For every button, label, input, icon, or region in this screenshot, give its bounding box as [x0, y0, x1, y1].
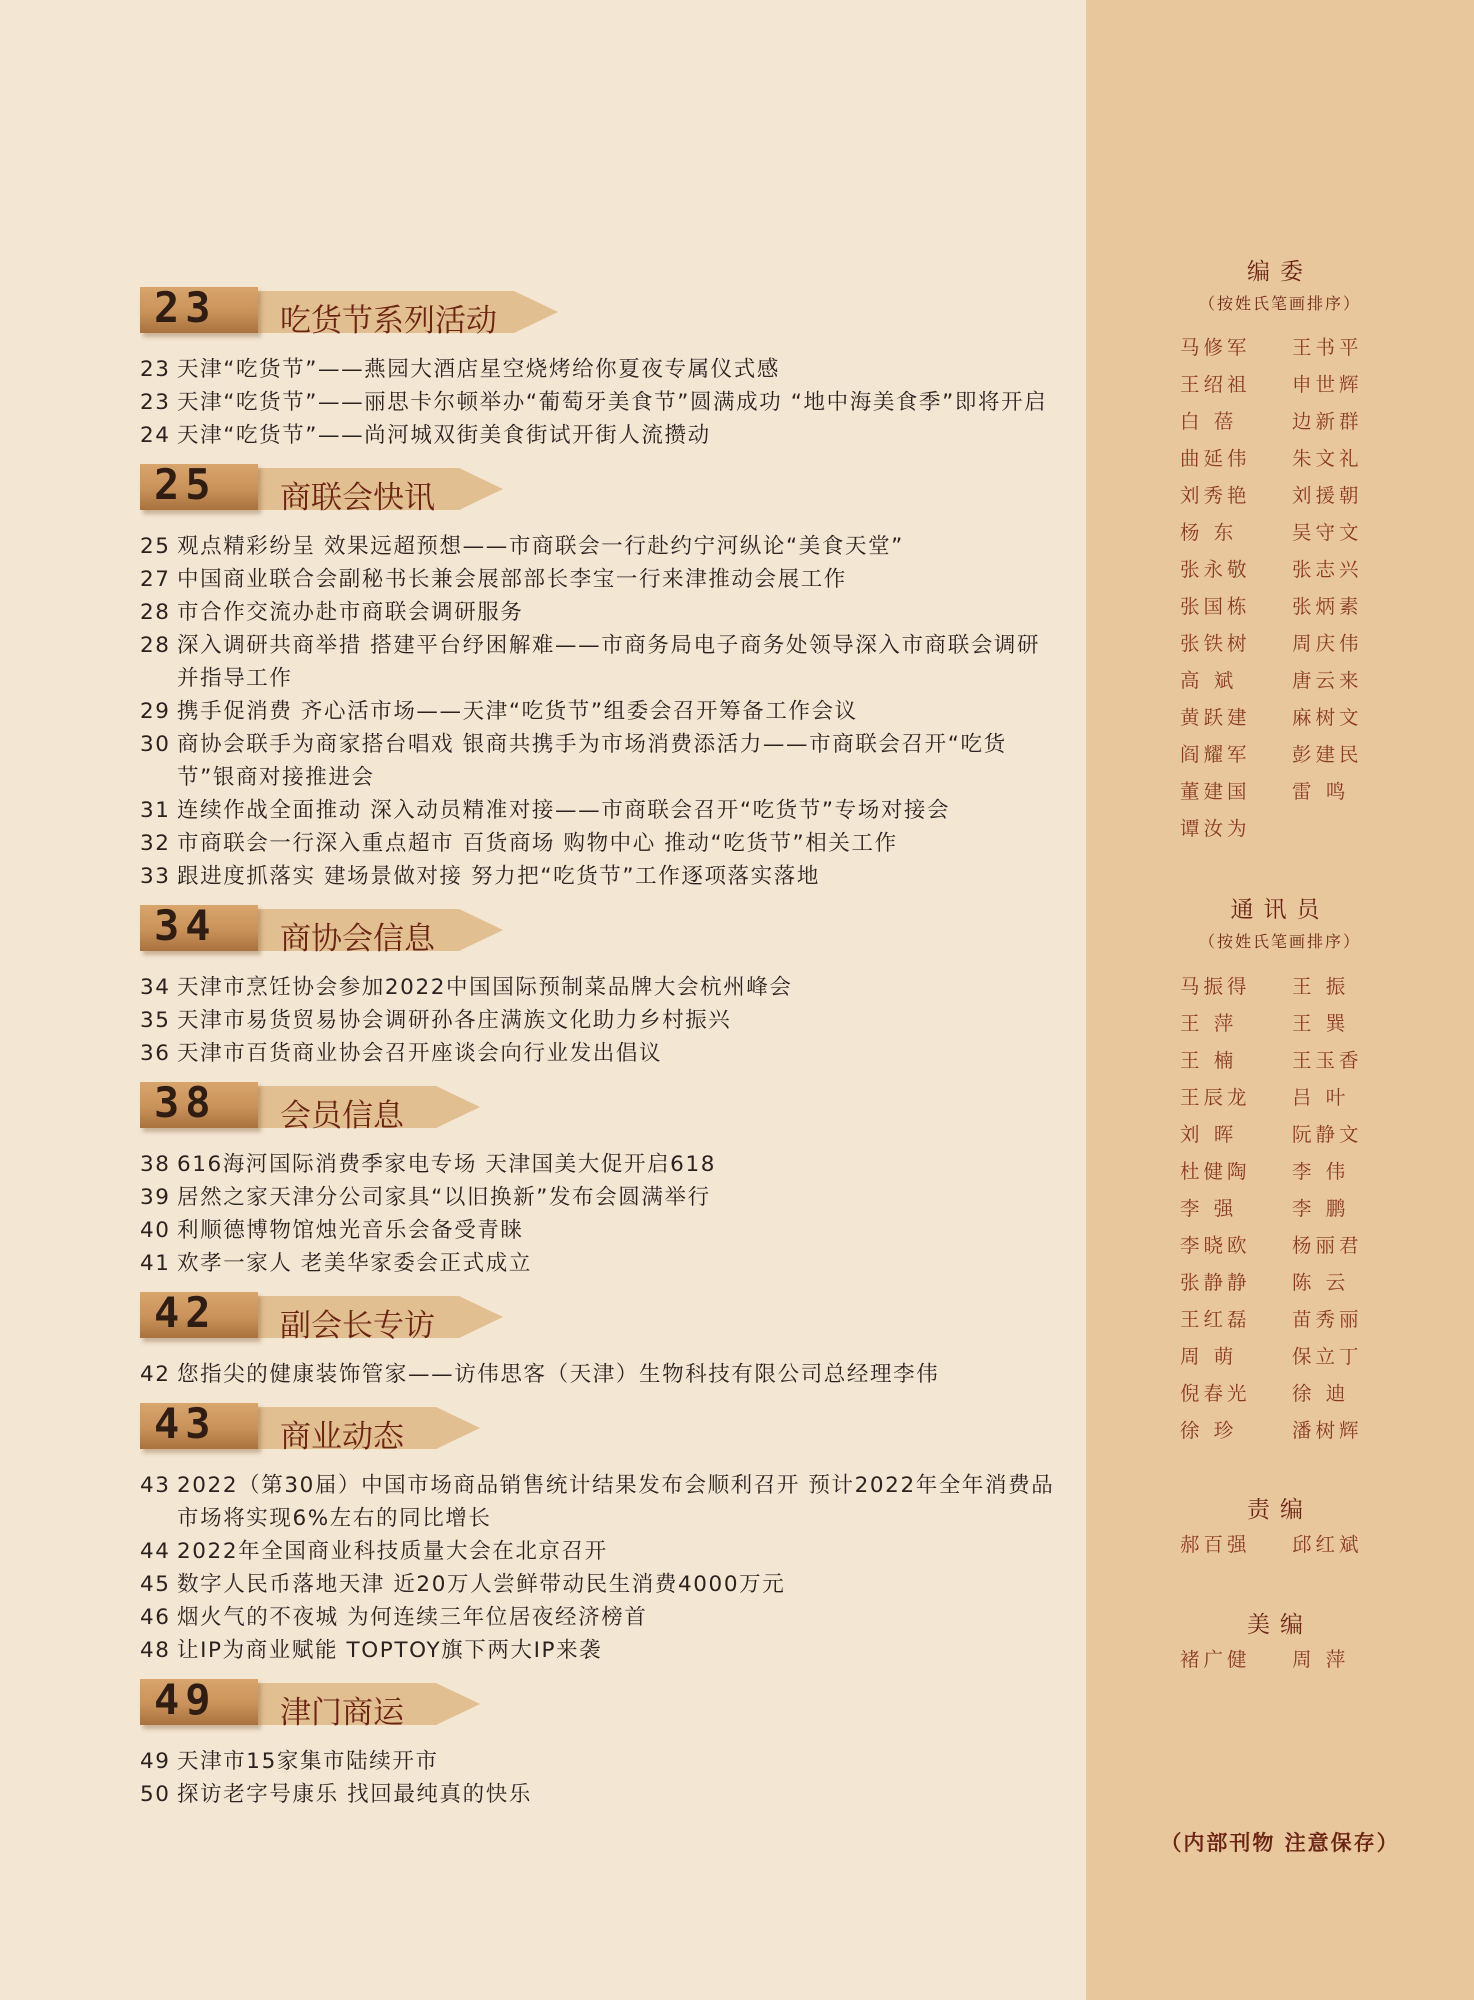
entry-page-number: 23 — [140, 357, 171, 382]
section-number-box — [140, 1288, 258, 1338]
section-entries — [140, 1358, 1060, 1391]
staff-name: 杜健陶 — [1180, 1160, 1251, 1183]
toc-entry[interactable] — [140, 386, 1060, 419]
staff-name: 朱文礼 — [1292, 447, 1363, 470]
entry-page-number: 40 — [140, 1218, 171, 1243]
section-entries — [140, 1745, 1060, 1811]
staff-name: 马振得 — [1180, 975, 1251, 998]
staff-name: 张永敬 — [1180, 558, 1251, 581]
staff-name: 郝百强 — [1180, 1533, 1251, 1556]
toc-entry[interactable] — [140, 1358, 1060, 1391]
toc-entry[interactable] — [140, 1535, 1060, 1568]
staff-name: 褚广健 — [1180, 1648, 1251, 1671]
staff-name: 杨丽君 — [1292, 1234, 1363, 1257]
staff-name: 刘 晖 — [1180, 1123, 1238, 1146]
section-banner — [140, 285, 1060, 339]
toc-entry[interactable] — [140, 1634, 1060, 1667]
toc-section — [140, 285, 1060, 452]
staff-name: 王辰龙 — [1180, 1086, 1251, 1109]
staff-name: 王红磊 — [1180, 1308, 1251, 1331]
entry-page-number: 41 — [140, 1251, 171, 1276]
editor-heading: 责编 — [1247, 1497, 1313, 1523]
toc-entry[interactable] — [140, 860, 1060, 893]
staff-name: 黄跃建 — [1180, 706, 1251, 729]
entry-page-number: 35 — [140, 1008, 171, 1033]
toc-entry[interactable] — [140, 1037, 1060, 1070]
staff-name: 周 萌 — [1180, 1345, 1238, 1368]
toc-entry[interactable] — [140, 596, 1060, 629]
toc-entry[interactable] — [140, 794, 1060, 827]
section-entries — [140, 530, 1060, 893]
toc-section — [140, 1677, 1060, 1811]
toc-section — [140, 1080, 1060, 1280]
staff-name: 阮静文 — [1292, 1123, 1363, 1146]
entry-page-number: 45 — [140, 1572, 171, 1597]
toc-entry[interactable] — [140, 1247, 1060, 1280]
staff-name: 陈 云 — [1292, 1271, 1350, 1294]
toc-entry[interactable] — [140, 1601, 1060, 1634]
entry-title: 深入调研共商举措 搭建平台纾困解难——市商务局电子商务处领导深入市商联会调研并指导工作 — [177, 633, 1041, 691]
toc-entry[interactable] — [140, 353, 1060, 386]
staff-name: 边新群 — [1292, 410, 1363, 433]
entry-title: 天津“吃货节”——丽思卡尔顿举办“葡萄牙美食节”圆满成功 “地中海美食季”即将开启 — [177, 390, 1048, 415]
entry-page-number: 33 — [140, 864, 171, 889]
staff-name: 王 振 — [1292, 975, 1350, 998]
toc-entry[interactable] — [140, 419, 1060, 452]
correspondents-names — [1180, 968, 1460, 1449]
entry-title: 天津“吃货节”——尚河城双街美食街试开街人流攒动 — [177, 423, 711, 448]
section-number-box — [140, 1399, 258, 1449]
staff-name: 苗秀丽 — [1292, 1308, 1363, 1331]
section-entries — [140, 1469, 1060, 1667]
staff-name: 王 巽 — [1292, 1012, 1350, 1035]
entry-page-number: 50 — [140, 1782, 171, 1807]
staff-name: 马修军 — [1180, 336, 1251, 359]
section-number: 23 — [154, 283, 217, 332]
toc-entry[interactable] — [140, 1181, 1060, 1214]
section-banner — [140, 1677, 1060, 1731]
section-number-box — [140, 1078, 258, 1128]
entry-title: 天津市易货贸易协会调研孙各庄满族文化助力乡村振兴 — [177, 1008, 732, 1033]
section-title: 会员信息 — [280, 1098, 404, 1134]
entry-title: 您指尖的健康装饰管家——访伟思客（天津）生物科技有限公司总经理李伟 — [177, 1362, 940, 1387]
entry-page-number: 24 — [140, 423, 171, 448]
toc-section — [140, 462, 1060, 893]
section-banner — [140, 462, 1060, 516]
entry-title: 欢孝一家人 老美华家委会正式成立 — [177, 1251, 532, 1276]
designer-names — [1180, 1641, 1460, 1678]
staff-name: 倪春光 — [1180, 1382, 1251, 1405]
staff-name: 张志兴 — [1292, 558, 1363, 581]
staff-name: 周庆伟 — [1292, 632, 1363, 655]
entry-title: 让IP为商业赋能 TOPTOY旗下两大IP来袭 — [177, 1638, 603, 1663]
staff-name: 周 萍 — [1292, 1648, 1350, 1671]
editor-names — [1180, 1526, 1460, 1563]
toc-section — [140, 1401, 1060, 1667]
staff-name: 申世辉 — [1292, 373, 1363, 396]
entry-page-number: 36 — [140, 1041, 171, 1066]
section-banner — [140, 1290, 1060, 1344]
staff-name: 刘援朝 — [1292, 484, 1363, 507]
toc-entry[interactable] — [140, 1568, 1060, 1601]
entry-title: 市商联会一行深入重点超市 百货商场 购物中心 推动“吃货节”相关工作 — [177, 831, 898, 856]
staff-name: 张静静 — [1180, 1271, 1251, 1294]
section-number: 38 — [154, 1078, 217, 1127]
entry-title: 烟火气的不夜城 为何连续三年位居夜经济榜首 — [177, 1605, 648, 1630]
entry-page-number: 29 — [140, 699, 171, 724]
entry-title: 中国商业联合会副秘书长兼会展部部长李宝一行来津推动会展工作 — [177, 567, 847, 592]
entry-page-number: 27 — [140, 567, 171, 592]
staff-name: 邱红斌 — [1292, 1533, 1363, 1556]
toc-entry[interactable] — [140, 827, 1060, 860]
toc-entry[interactable] — [140, 728, 1060, 794]
section-number: 42 — [154, 1288, 217, 1337]
entry-title: 天津市烹饪协会参加2022中国国际预制菜品牌大会杭州峰会 — [177, 975, 793, 1000]
staff-name: 唐云来 — [1292, 669, 1363, 692]
table-of-contents — [140, 285, 1060, 1821]
section-number-box — [140, 901, 258, 951]
entry-title: 2022年全国商业科技质量大会在北京召开 — [177, 1539, 608, 1564]
entry-page-number: 28 — [140, 633, 171, 658]
entry-title: 2022（第30届）中国市场商品销售统计结果发布会顺利召开 预计2022年全年消费品市场将实现6%左右的同比增长 — [177, 1473, 1055, 1531]
staff-name: 徐 迪 — [1292, 1382, 1350, 1405]
toc-entry[interactable] — [140, 563, 1060, 596]
section-number-box — [140, 1675, 258, 1725]
staff-name: 李 伟 — [1292, 1160, 1350, 1183]
section-title: 吃货节系列活动 — [280, 303, 497, 339]
toc-section — [140, 903, 1060, 1070]
section-entries — [140, 971, 1060, 1070]
editorial-board-heading: 编委 — [1247, 259, 1313, 285]
entry-title: 商协会联手为商家搭台唱戏 银商共携手为市场消费添活力——市商联会召开“吃货节”银商对接推进会 — [177, 732, 1007, 790]
section-number: 49 — [154, 1675, 217, 1724]
staff-name: 彭建民 — [1292, 743, 1363, 766]
section-banner — [140, 1080, 1060, 1134]
section-entries — [140, 1148, 1060, 1280]
toc-entry[interactable] — [140, 629, 1060, 695]
staff-name: 李 鹏 — [1292, 1197, 1350, 1220]
entry-page-number: 39 — [140, 1185, 171, 1210]
staff-name: 董建国 — [1180, 780, 1251, 803]
staff-name: 高 斌 — [1180, 669, 1238, 692]
section-number: 34 — [154, 901, 217, 950]
section-number-box — [140, 283, 258, 333]
section-number: 43 — [154, 1399, 217, 1448]
staff-name: 王书平 — [1292, 336, 1363, 359]
staff-name: 徐 珍 — [1180, 1419, 1238, 1442]
toc-entry[interactable] — [140, 1469, 1060, 1535]
entry-title: 连续作战全面推动 深入动员精准对接——市商联会召开“吃货节”专场对接会 — [177, 798, 951, 823]
entry-title: 天津市15家集市陆续开市 — [177, 1749, 439, 1774]
section-title: 商协会信息 — [280, 921, 435, 957]
section-banner — [140, 1401, 1060, 1455]
staff-name: 王 楠 — [1180, 1049, 1238, 1072]
staff-name: 李晓欧 — [1180, 1234, 1251, 1257]
toc-entry[interactable] — [140, 1778, 1060, 1811]
section-title: 商业动态 — [280, 1419, 404, 1455]
entry-page-number: 43 — [140, 1473, 171, 1498]
entry-page-number: 38 — [140, 1152, 171, 1177]
entry-page-number: 28 — [140, 600, 171, 625]
entry-page-number: 31 — [140, 798, 171, 823]
entry-page-number: 34 — [140, 975, 171, 1000]
toc-entry[interactable] — [140, 695, 1060, 728]
correspondents-note: （按姓氏笔画排序） — [1198, 932, 1361, 951]
entry-title: 携手促消费 齐心活市场——天津“吃货节”组委会召开筹备工作会议 — [177, 699, 858, 724]
entry-page-number: 23 — [140, 390, 171, 415]
staff-name: 张炳素 — [1292, 595, 1363, 618]
entry-title: 居然之家天津分公司家具“以旧换新”发布会圆满举行 — [177, 1185, 711, 1210]
staff-name: 王 萍 — [1180, 1012, 1238, 1035]
entry-title: 观点精彩纷呈 效果远超预想——市商联会一行赴约宁河纵论“美食天堂” — [177, 534, 904, 559]
staff-name: 李 强 — [1180, 1197, 1238, 1220]
entry-page-number: 48 — [140, 1638, 171, 1663]
entry-title: 利顺德博物馆烛光音乐会备受青睐 — [177, 1218, 524, 1243]
editorial-board-note: （按姓氏笔画排序） — [1198, 294, 1361, 313]
internal-publication-note: （内部刊物 注意保存） — [1160, 1831, 1400, 1855]
toc-entry[interactable] — [140, 1214, 1060, 1247]
entry-page-number: 25 — [140, 534, 171, 559]
staff-name: 雷 鸣 — [1292, 780, 1350, 803]
entry-title: 市合作交流办赴市商联会调研服务 — [177, 600, 524, 625]
section-banner — [140, 903, 1060, 957]
entry-page-number: 44 — [140, 1539, 171, 1564]
entry-title: 数字人民币落地天津 近20万人尝鲜带动民生消费4000万元 — [177, 1572, 786, 1597]
toc-entry[interactable] — [140, 971, 1060, 1004]
toc-section — [140, 1290, 1060, 1391]
staff-name: 刘秀艳 — [1180, 484, 1251, 507]
toc-entry[interactable] — [140, 1148, 1060, 1181]
entry-page-number: 32 — [140, 831, 171, 856]
section-number: 25 — [154, 460, 217, 509]
correspondents-heading: 通讯员 — [1230, 897, 1330, 923]
entry-title: 探访老字号康乐 找回最纯真的快乐 — [177, 1782, 532, 1807]
staff-name: 曲延伟 — [1180, 447, 1251, 470]
staff-name: 吕 叶 — [1292, 1086, 1350, 1109]
staff-name: 王玉香 — [1292, 1049, 1363, 1072]
staff-name: 王绍祖 — [1180, 373, 1251, 396]
staff-name: 张铁树 — [1180, 632, 1251, 655]
staff-name: 张国栋 — [1180, 595, 1251, 618]
section-title: 津门商运 — [280, 1695, 404, 1731]
entry-page-number: 46 — [140, 1605, 171, 1630]
entry-title: 跟进度抓落实 建场景做对接 努力把“吃货节”工作逐项落实落地 — [177, 864, 820, 889]
section-number-box — [140, 460, 258, 510]
staff-name: 阎耀军 — [1180, 743, 1251, 766]
section-title: 副会长专访 — [280, 1308, 435, 1344]
staff-name: 杨 东 — [1180, 521, 1238, 544]
section-title: 商联会快讯 — [280, 480, 435, 516]
entry-title: 天津“吃货节”——燕园大酒店星空烧烤给你夏夜专属仪式感 — [177, 357, 780, 382]
staff-name: 麻树文 — [1292, 706, 1363, 729]
toc-entry[interactable] — [140, 1004, 1060, 1037]
staff-name: 白 蓓 — [1180, 410, 1238, 433]
toc-entry[interactable] — [140, 1745, 1060, 1778]
entry-page-number: 42 — [140, 1362, 171, 1387]
designer-heading: 美编 — [1247, 1612, 1313, 1638]
entry-page-number: 30 — [140, 732, 171, 757]
staff-name: 吴守文 — [1292, 521, 1363, 544]
entry-title: 616海河国际消费季家电专场 天津国美大促开启618 — [177, 1152, 717, 1177]
staff-name: 谭汝为 — [1180, 817, 1251, 840]
editorial-board-names — [1180, 329, 1460, 847]
section-entries — [140, 353, 1060, 452]
staff-name: 潘树辉 — [1292, 1419, 1363, 1442]
staff-name: 保立丁 — [1292, 1345, 1363, 1368]
entry-title: 天津市百货商业协会召开座谈会向行业发出倡议 — [177, 1041, 663, 1066]
entry-page-number: 49 — [140, 1749, 171, 1774]
toc-entry[interactable] — [140, 530, 1060, 563]
